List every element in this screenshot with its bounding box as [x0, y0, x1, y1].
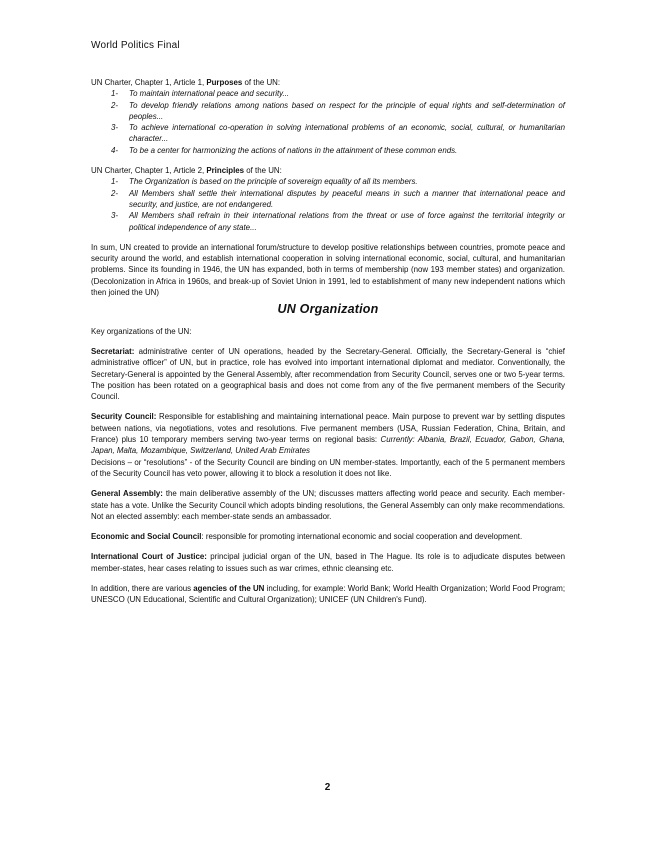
list-item — [91, 122, 565, 145]
running-header: World Politics Final — [91, 40, 180, 51]
ecosoc-text: : responsible for promoting international economic and social cooperation and development. — [201, 532, 523, 542]
security-council-decisions: Decisions – or “resolutions” - of the Security Council are binding on UN member-states. Importantly, each of the 5 permanent members of the Security Council has veto power, allowing it to block a resolution it does not like. — [91, 457, 565, 478]
principles-intro — [91, 165, 565, 176]
list-item-text: To achieve international co-operation in solving international problems of an economic, social, cultural, or humanitarian character... — [129, 123, 565, 144]
ecosoc-paragraph — [91, 531, 565, 542]
key-organizations-intro: Key organizations of the UN: — [91, 326, 192, 336]
principles-list — [91, 176, 565, 232]
icj-text: principal judicial organ of the UN, based in The Hague. Its role is to adjudicate disputes between member-states, hear cases relating to issues such as war crimes, ethnic cleansing etc. — [91, 552, 565, 573]
list-item-text: To be a center for harmonizing the actions of nations in the attainment of these common ends. — [129, 145, 458, 155]
agencies-paragraph — [91, 583, 565, 606]
list-item-number: 3- — [111, 211, 119, 221]
principles-intro-prefix: UN Charter, Chapter 1, Article 2, — [91, 166, 207, 176]
purposes-intro-prefix: UN Charter, Chapter 1, Article 1, — [91, 78, 207, 87]
general-assembly-text: the main deliberative assembly of the UN; discusses matters affecting world peace and security. Each member-state has a vote. Unlike the Security Council which adopts binding resolutions, the General Assembly can only make recommendations. Not an elected assembly: each member-state sends an ambassador. — [91, 489, 565, 521]
secretariat-text: administrative center of UN operations, headed by the Secretary-General. Officially, the Secretary-General is “chief administrative officer” of UN, but in practice, role has evolved into important international diplomat and mediator. Conventionally, the Secretary-General is appointed by the General Assembly, after recommendation from Security Council, serves one or two 5-year terms. The position has been rotated on a geographical basis and does not come from any of the five permanent members of the Security Council. — [91, 346, 565, 402]
secretariat-paragraph — [91, 346, 565, 402]
security-council-term: Security Council: — [91, 412, 157, 422]
purposes-heading: Purposes — [206, 78, 243, 87]
ecosoc-term: Economic and Social Council — [91, 532, 202, 542]
security-council-text: Responsible for establishing and maintaining international peace. Main purpose to prevent war by settling disputes between nations, via negotiations, votes and resolutions. Five permanent members (USA, Russian Federation, China, Britain, and France) plus 10 temporary members serving two-year terms on regional basis: — [91, 412, 565, 445]
list-item — [91, 88, 565, 99]
page-content — [91, 77, 565, 606]
purposes-list — [91, 88, 565, 156]
list-item-number: 2- — [111, 100, 119, 110]
list-item-text: The Organization is based on the principle of sovereign equality of all its members. — [129, 177, 418, 187]
list-item-number: 4- — [111, 145, 119, 155]
summary-paragraph: In sum, UN created to provide an international forum/structure to develop positive relationships between countries, promote peace and security around the world, and establish international cooperation in solving international economic, social, cultural, and humanitarian problems. Since its founding in 1946, the UN has expanded, both in terms of membership (now 193 member states) and organization. (Decolonization in Africa in 1960s, and break-up of Soviet Union in 1991, led to establishment of many new independent nations which then joined the UN) — [91, 242, 565, 298]
icj-term: International Court of Justice: — [91, 552, 207, 562]
purposes-intro — [91, 77, 565, 88]
purposes-intro-suffix: of the UN: — [242, 78, 281, 87]
list-item — [91, 188, 565, 211]
agencies-prefix: In addition, there are various — [91, 583, 194, 593]
list-item-number: 1- — [111, 89, 119, 99]
list-item — [91, 176, 565, 187]
general-assembly-paragraph — [91, 488, 565, 522]
list-item-text: To develop friendly relations among nations based on respect for the principle of equal rights and self-determination of peoples... — [129, 100, 565, 121]
list-item-text: To maintain international peace and security... — [129, 89, 290, 99]
principles-heading: Principles — [206, 166, 245, 176]
agencies-term: agencies of the UN — [193, 583, 265, 593]
principles-intro-suffix: of the UN: — [244, 166, 282, 176]
icj-paragraph — [91, 551, 565, 574]
list-item-text: All Members shall refrain in their international relations from the threat or use of force against the territorial integrity or political independence of any state... — [129, 211, 565, 232]
list-item — [91, 145, 565, 156]
security-council-paragraph — [91, 411, 565, 456]
agencies-text: including, for example: World Bank; World Health Organization; World Food Program; UNESCO (UN Educational, Scientific and Cultural Organization); UNICEF (UN Children's Fund). — [91, 583, 566, 605]
security-council-members: Currently: Albania, Brazil, Ecuador, Gabon, Ghana, Japan, Malta, Mozambique, Switzerland, United Arab Emirates — [91, 435, 565, 456]
section-title: UN Organization — [277, 302, 379, 317]
general-assembly-term: General Assembly: — [91, 489, 163, 499]
list-item-number: 1- — [111, 177, 119, 187]
list-item — [91, 100, 565, 123]
list-item-number: 3- — [111, 123, 119, 133]
secretariat-term: Secretariat: — [91, 346, 135, 356]
list-item — [91, 210, 565, 233]
list-item-number: 2- — [111, 188, 119, 198]
page-number: 2 — [324, 782, 331, 793]
list-item-text: All Members shall settle their international disputes by peaceful means in such a manner that international peace and security, and justice, are not endangered. — [129, 188, 565, 209]
